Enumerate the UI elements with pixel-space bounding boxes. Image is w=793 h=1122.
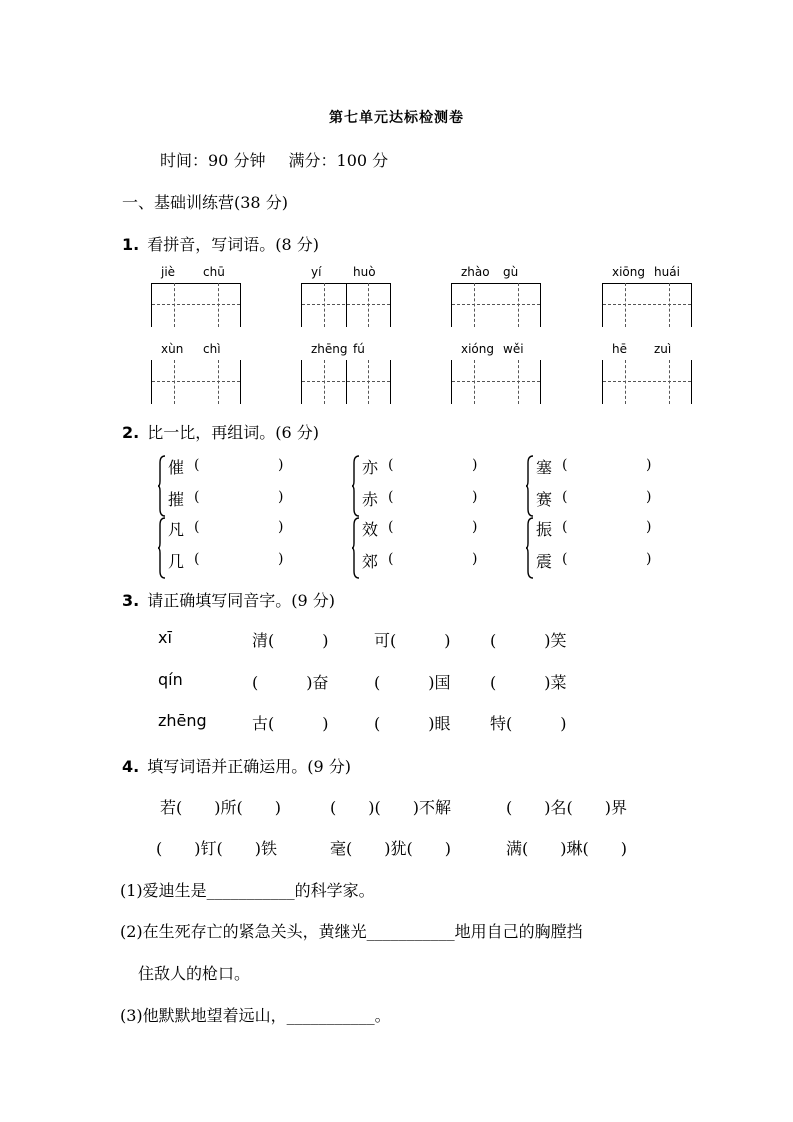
brace-icon (352, 455, 360, 517)
char-b: 赛 (536, 490, 553, 509)
question-2 (122, 420, 319, 443)
pinyin-label: yí (311, 265, 322, 279)
blank-b: ( )眼 (374, 714, 451, 733)
char-a: 塞 (536, 458, 553, 477)
answer-paren-close: ) (278, 551, 284, 567)
brace-icon (526, 455, 534, 517)
answer-paren-open: ( (562, 489, 568, 505)
answer-paren-close: ) (646, 489, 652, 505)
pinyin-label: xī (158, 628, 172, 647)
answer-paren-close: ) (646, 551, 652, 567)
idiom-blank: 毫( )犹( ) (330, 839, 451, 858)
blank-a: 古( ) (252, 714, 329, 733)
answer-paren-open: ( (194, 551, 200, 567)
answer-paren-close: ) (646, 519, 652, 535)
exam-meta (160, 148, 388, 171)
question-1 (122, 232, 319, 255)
answer-paren-close: ) (472, 551, 478, 567)
answer-paren-open: ( (194, 519, 200, 535)
full-score: 满分：100 分 (288, 151, 389, 170)
question-text: 比一比，再组词。(6 分) (147, 423, 319, 442)
pinyin-label: xiōng (612, 265, 645, 279)
answer-paren-open: ( (388, 551, 394, 567)
question-number: 3. (122, 591, 140, 610)
question-number: 2. (122, 423, 140, 442)
answer-paren-close: ) (278, 519, 284, 535)
question-number: 4. (122, 757, 140, 776)
answer-paren-open: ( (562, 551, 568, 567)
char-b: 赤 (362, 490, 379, 509)
pinyin-label: chì (203, 342, 221, 356)
answer-paren-open: ( (194, 489, 200, 505)
page-title: 第七单元达标检测卷 (329, 110, 464, 126)
pinyin-label: xióng (461, 342, 494, 356)
char-a: 效 (362, 520, 379, 539)
pinyin-label: qín (158, 670, 183, 689)
writing-grid[interactable] (151, 283, 241, 327)
pinyin-label: huò (353, 265, 376, 279)
answer-paren-close: ) (472, 519, 478, 535)
idiom-blank: ( )名( )界 (506, 798, 627, 817)
writing-grid[interactable] (301, 283, 391, 327)
pinyin-label: wěi (503, 342, 524, 356)
question-text: 看拼音，写词语。(8 分) (147, 235, 319, 254)
answer-paren-close: ) (278, 489, 284, 505)
pinyin-label: zhào (461, 265, 490, 279)
brace-icon (158, 455, 166, 517)
blank-c: ( )笑 (490, 631, 567, 650)
pinyin-label: xùn (161, 342, 184, 356)
pinyin-label: hē (612, 342, 627, 356)
pinyin-label: jiè (161, 265, 176, 279)
blank-c: 特( ) (490, 714, 567, 733)
pinyin-label: zuì (654, 342, 672, 356)
blank-b: ( )国 (374, 673, 451, 692)
pinyin-label: zhēng (158, 711, 207, 730)
pinyin-label: fú (353, 342, 365, 356)
answer-paren-open: ( (562, 519, 568, 535)
pinyin-label: huái (654, 265, 680, 279)
blank-a: ( )奋 (252, 673, 329, 692)
blank-b: 可( ) (374, 631, 451, 650)
question-text: 请正确填写同音字。(9 分) (147, 591, 335, 610)
blank-a: 清( ) (252, 631, 329, 650)
sentence-1: (1)爱迪生是___________的科学家。 (120, 881, 375, 900)
question-4 (122, 754, 351, 777)
writing-grid[interactable] (301, 360, 391, 404)
char-a: 振 (536, 520, 553, 539)
answer-paren-close: ) (646, 457, 652, 473)
writing-grid[interactable] (151, 360, 241, 404)
writing-grid[interactable] (602, 360, 692, 404)
char-a: 凡 (168, 520, 185, 539)
pinyin-label: zhēng (311, 342, 348, 356)
idiom-blank: 满( )琳( ) (506, 839, 627, 858)
char-b: 摧 (168, 490, 185, 509)
char-b: 震 (536, 552, 553, 571)
char-a: 催 (168, 458, 185, 477)
answer-paren-open: ( (388, 489, 394, 505)
answer-paren-close: ) (278, 457, 284, 473)
idiom-blank: 若( )所( ) (160, 798, 281, 817)
answer-paren-open: ( (562, 457, 568, 473)
writing-grid[interactable] (602, 283, 692, 327)
time-limit: 时间：90 分钟 (160, 151, 266, 170)
idiom-blank: ( )钉( )铁 (156, 839, 277, 858)
char-a: 亦 (362, 458, 379, 477)
sentence-2-cont: 住敌人的枪口。 (138, 964, 251, 983)
answer-paren-open: ( (388, 519, 394, 535)
writing-grid[interactable] (451, 360, 541, 404)
sentence-3: (3)他默默地望着远山，___________。 (120, 1006, 391, 1025)
question-text: 填写词语并正确运用。(9 分) (147, 757, 351, 776)
answer-paren-close: ) (472, 457, 478, 473)
brace-icon (158, 517, 166, 579)
sentence-2: (2)在生死存亡的紧急关头，黄继光___________地用自己的胸膛挡 (120, 922, 583, 941)
brace-icon (352, 517, 360, 579)
char-b: 郊 (362, 552, 379, 571)
pinyin-label: chū (203, 265, 225, 279)
question-number: 1. (122, 235, 140, 254)
char-b: 几 (168, 552, 185, 571)
section-heading: 一、基础训练营(38 分) (122, 193, 288, 212)
brace-icon (526, 517, 534, 579)
question-3 (122, 588, 335, 611)
idiom-blank: ( )( )不解 (330, 798, 451, 817)
answer-paren-close: ) (472, 489, 478, 505)
answer-paren-open: ( (388, 457, 394, 473)
writing-grid[interactable] (451, 283, 541, 327)
answer-paren-open: ( (194, 457, 200, 473)
blank-c: ( )菜 (490, 673, 567, 692)
pinyin-label: gù (503, 265, 519, 279)
